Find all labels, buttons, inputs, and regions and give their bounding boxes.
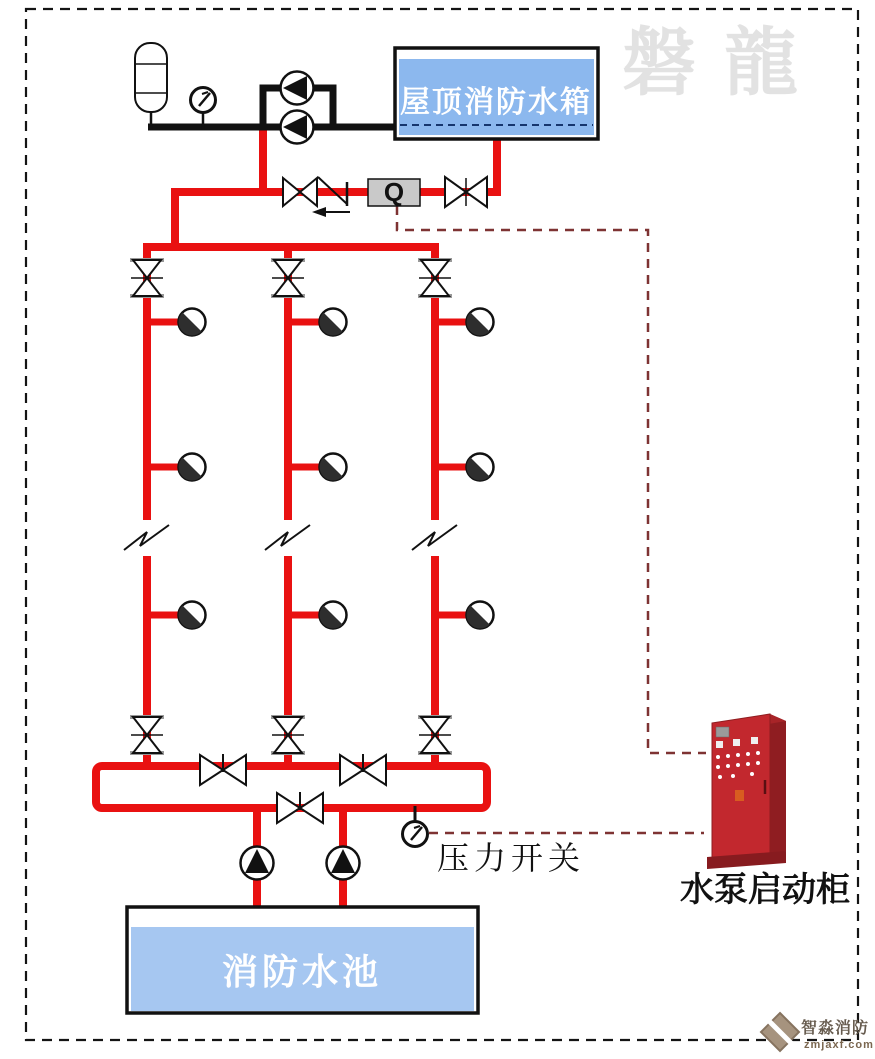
butterfly-valve-icon <box>130 717 164 753</box>
fire-hydrant-icon <box>178 602 205 629</box>
fire-hydrant-icon <box>466 454 493 481</box>
gate-valve-icon <box>340 754 386 785</box>
fire-hydrant-icon <box>178 454 205 481</box>
gate-valve-icon <box>445 177 487 207</box>
watermark-text: 磐龍 <box>622 21 826 104</box>
roof-tank-label: 屋顶消防水箱 <box>400 86 592 119</box>
pool-label: 消防水池 <box>221 951 383 992</box>
jockey-pump-icon <box>281 111 314 144</box>
fire-hydrant-icon <box>466 309 493 336</box>
roof-fire-water-tank <box>395 48 598 139</box>
jockey-pump-icon <box>281 72 314 105</box>
pump-cabinet-label: 水泵启动柜 <box>680 871 850 909</box>
cabinet-meter <box>716 727 729 737</box>
pressure-switch-label: 压力开关 <box>437 840 586 876</box>
red-piping <box>96 124 497 910</box>
pipe-break-icon <box>412 525 457 550</box>
pipe-break-icon <box>265 525 310 550</box>
butterfly-valve-icon <box>130 260 164 296</box>
logo-site-text: zmjaxf.com <box>804 1039 874 1051</box>
gate-valve-icon <box>283 178 317 206</box>
flow-meter-label: Q <box>383 177 405 207</box>
cabinet-switch <box>735 790 744 801</box>
flow-meter <box>368 177 420 207</box>
logo-brand-text: 智淼消防 <box>801 1020 870 1037</box>
pump-start-cabinet <box>707 714 786 869</box>
butterfly-valve-icon <box>418 717 452 753</box>
fire-hydrant-icon <box>466 602 493 629</box>
signal-lines <box>397 206 706 833</box>
gate-valve-icon <box>277 792 323 823</box>
expansion-tank-icon <box>135 43 167 112</box>
fire-hydrant-icon <box>319 454 346 481</box>
pressure-gauge-icon <box>191 88 216 113</box>
fire-hydrant-icon <box>178 309 205 336</box>
butterfly-valve-icon <box>271 717 305 753</box>
pipe-break-icon <box>124 525 169 550</box>
fire-pump-icon <box>241 847 274 880</box>
flow-direction-arrow <box>312 207 326 217</box>
fire-pump-icon <box>327 847 360 880</box>
fire-hydrant-icon <box>319 309 346 336</box>
pressure-switch-icon <box>403 822 428 847</box>
butterfly-valve-icon <box>271 260 305 296</box>
gate-valve-icon <box>200 754 246 785</box>
fire-hydrant-icon <box>319 602 346 629</box>
fire-water-pool <box>127 907 478 1013</box>
butterfly-valve-icon <box>418 260 452 296</box>
